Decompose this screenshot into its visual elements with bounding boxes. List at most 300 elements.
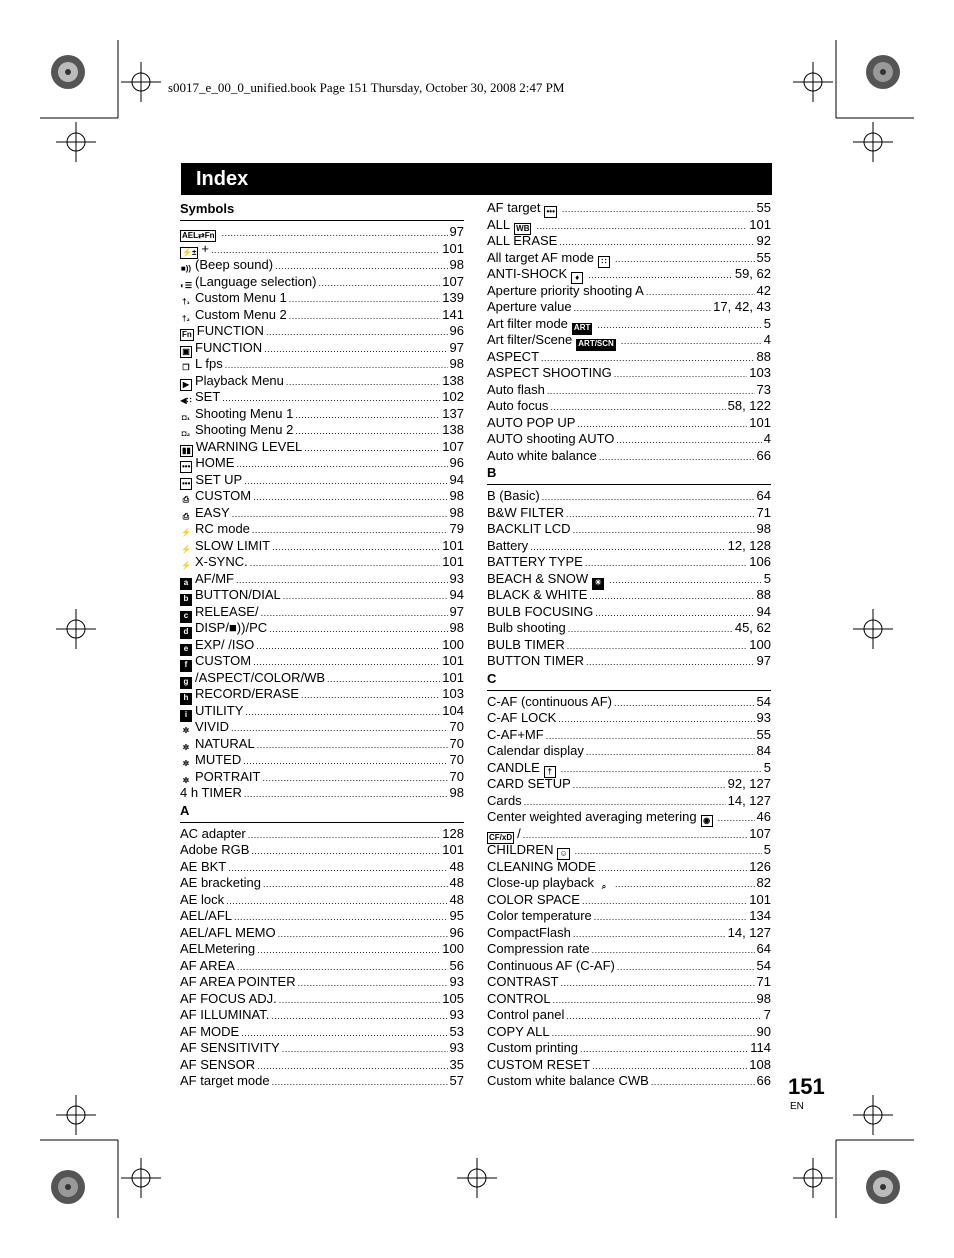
entry-page: 98 bbox=[449, 785, 464, 800]
entry-page: 94 bbox=[449, 471, 464, 487]
leader-dots bbox=[283, 587, 448, 605]
page-language: EN bbox=[790, 1101, 804, 1112]
entry-term bbox=[487, 505, 564, 522]
entry-page: 42 bbox=[756, 282, 771, 298]
entry-page: 128 bbox=[442, 825, 464, 841]
entry-label: SET bbox=[195, 389, 221, 404]
entry-page: 96 bbox=[449, 455, 464, 470]
entry-page: 94 bbox=[756, 603, 771, 619]
entry-term bbox=[487, 382, 545, 399]
entry-label: CUSTOM RESET bbox=[487, 1056, 591, 1072]
leader-dots bbox=[550, 398, 725, 416]
entry-page: 84 bbox=[756, 743, 771, 758]
entry-page: 64 bbox=[756, 488, 771, 503]
leader-dots bbox=[615, 875, 755, 893]
entry-label: (Beep sound) bbox=[195, 257, 274, 272]
leader-dots bbox=[718, 809, 755, 827]
section-heading: Symbols bbox=[180, 201, 235, 216]
entry-label: AF SENSOR bbox=[180, 1056, 256, 1072]
entry-term bbox=[487, 743, 584, 760]
index-entry bbox=[180, 224, 464, 241]
index-entry bbox=[487, 266, 771, 283]
index-entry bbox=[180, 892, 464, 909]
right-column bbox=[487, 200, 771, 1090]
picture-mode-icon: ✲ bbox=[182, 759, 190, 768]
leader-dots bbox=[251, 842, 440, 860]
entry-page: 82 bbox=[756, 875, 771, 890]
index-entry bbox=[487, 842, 771, 859]
leader-dots bbox=[278, 925, 448, 943]
leader-dots bbox=[272, 538, 440, 556]
anti-shock-icon: ♦ bbox=[571, 272, 583, 284]
entry-term bbox=[180, 958, 235, 975]
entry-page: 98 bbox=[449, 257, 464, 272]
entry-label: AF FOCUS ADJ. bbox=[180, 990, 277, 1006]
entry-label: MUTED bbox=[195, 752, 242, 767]
entry-label: ALL ERASE bbox=[487, 233, 558, 248]
entry-page: 100 bbox=[749, 636, 771, 652]
entry-term bbox=[487, 941, 590, 958]
entry-term bbox=[487, 694, 612, 711]
entry-term bbox=[487, 760, 559, 778]
entry-term bbox=[180, 472, 242, 490]
entry-label: AF SENSITIVITY bbox=[180, 1040, 280, 1055]
leader-dots bbox=[289, 290, 441, 308]
entry-page: 55 bbox=[756, 249, 771, 265]
leader-dots bbox=[257, 1057, 447, 1075]
leader-dots bbox=[542, 488, 755, 506]
entry-page: 93 bbox=[449, 974, 464, 989]
leader-dots bbox=[567, 637, 748, 655]
index-entry bbox=[180, 521, 464, 538]
index-entry bbox=[180, 974, 464, 991]
entry-label: + bbox=[201, 240, 209, 256]
index-entry bbox=[487, 974, 771, 991]
leader-dots bbox=[547, 382, 755, 400]
index-entry bbox=[180, 323, 464, 340]
index-entry bbox=[180, 670, 464, 687]
index-entry bbox=[180, 274, 464, 291]
entry-page: 48 bbox=[449, 875, 464, 890]
index-entry bbox=[487, 505, 771, 522]
entry-page: 88 bbox=[756, 348, 771, 364]
leader-dots bbox=[524, 793, 726, 811]
entry-term bbox=[487, 892, 580, 909]
section-rule bbox=[487, 484, 771, 485]
entry-page: 141 bbox=[442, 306, 464, 322]
entry-label: UTILITY bbox=[195, 702, 244, 718]
index-entry bbox=[180, 842, 464, 859]
entry-page: 5 bbox=[763, 842, 771, 857]
print-header: s0017_e_00_0_unified.book Page 151 Thursday, October 30, 2008 2:47 PM bbox=[168, 80, 565, 95]
entry-label: BUTTON TIMER bbox=[487, 653, 585, 668]
leader-dots bbox=[234, 908, 448, 926]
entry-page: 71 bbox=[756, 504, 771, 520]
index-entry bbox=[487, 653, 771, 670]
index-entry bbox=[180, 859, 464, 876]
entry-label: Continuous AF (C-AF) bbox=[487, 957, 615, 973]
entry-page: 92, 127 bbox=[727, 776, 771, 791]
entry-label: AF AREA bbox=[180, 957, 235, 973]
entry-term bbox=[487, 448, 597, 465]
index-entry bbox=[180, 455, 464, 472]
af-target-icon: ••• bbox=[182, 462, 191, 471]
entry-page: 101 bbox=[749, 216, 771, 232]
custom-menu-2-icon: †₂ bbox=[181, 313, 190, 323]
index-entry bbox=[487, 398, 771, 415]
index-entry bbox=[487, 250, 771, 267]
entry-page: 107 bbox=[442, 438, 464, 454]
wb-icon: WB bbox=[516, 223, 530, 233]
leader-dots bbox=[256, 637, 440, 655]
entry-label: Auto white balance bbox=[487, 447, 597, 463]
index-entry bbox=[487, 1040, 771, 1057]
entry-page: 92 bbox=[756, 233, 771, 248]
picture-mode-icon: ✲ bbox=[182, 742, 190, 752]
entry-label: BUTTON/DIAL bbox=[195, 587, 281, 602]
index-entry bbox=[180, 571, 464, 588]
entry-term bbox=[180, 224, 219, 242]
entry-label: Custom Menu 2 bbox=[195, 306, 287, 322]
entry-term bbox=[180, 373, 284, 391]
entry-label: AE lock bbox=[180, 891, 225, 907]
entry-label: X-SYNC. bbox=[195, 554, 248, 569]
entry-term bbox=[487, 991, 551, 1008]
entry-label: AF ILLUMINAT. bbox=[180, 1007, 270, 1022]
flash-icon: ⚡ bbox=[181, 528, 191, 537]
custom-a-icon: a bbox=[180, 578, 192, 590]
leader-dots bbox=[232, 505, 448, 523]
entry-label: Custom white balance CWB bbox=[487, 1073, 649, 1088]
index-entry bbox=[180, 826, 464, 843]
leader-dots bbox=[573, 925, 726, 943]
entry-page: 54 bbox=[756, 693, 771, 709]
leader-dots bbox=[222, 389, 440, 407]
index-entry bbox=[487, 349, 771, 366]
leader-dots bbox=[621, 332, 762, 350]
entry-term bbox=[487, 1040, 578, 1057]
entry-page: 106 bbox=[749, 554, 771, 569]
entry-term bbox=[180, 1024, 239, 1041]
entry-label: BEACH & SNOW bbox=[487, 570, 589, 586]
entry-page: 70 bbox=[449, 735, 464, 751]
index-entry bbox=[487, 488, 771, 505]
entry-label: AELMetering bbox=[180, 941, 256, 956]
entry-term bbox=[487, 398, 548, 415]
entry-page: 101 bbox=[442, 554, 464, 569]
entry-page: 101 bbox=[749, 414, 771, 430]
language-icon: ◐☰ bbox=[180, 280, 193, 290]
entry-term bbox=[487, 266, 586, 284]
entry-label: Aperture priority shooting A bbox=[487, 282, 644, 298]
entry-page: 79 bbox=[449, 521, 464, 536]
entry-label: Close-up playback bbox=[487, 875, 594, 890]
entry-page: 107 bbox=[442, 273, 464, 289]
entry-label: /ASPECT/COLOR/WB bbox=[195, 669, 326, 685]
index-entry bbox=[180, 637, 464, 654]
entry-label: Art filter/Scene bbox=[487, 332, 573, 347]
entry-label: / bbox=[517, 825, 521, 841]
entry-label: Color temperature bbox=[487, 908, 592, 923]
entry-label: AF AREA POINTER bbox=[180, 974, 296, 989]
entry-label: AF target bbox=[487, 200, 541, 215]
leader-dots bbox=[586, 653, 755, 671]
entry-label: SET UP bbox=[195, 471, 243, 487]
index-entry bbox=[487, 365, 771, 382]
custom-d-icon: d bbox=[180, 627, 192, 639]
entry-term bbox=[487, 826, 521, 844]
leader-dots bbox=[598, 859, 747, 877]
entry-term bbox=[180, 1073, 270, 1090]
leader-dots bbox=[561, 760, 762, 778]
leader-dots bbox=[318, 274, 440, 292]
leader-dots bbox=[530, 538, 725, 556]
entry-term bbox=[487, 431, 614, 448]
entry-term bbox=[487, 620, 566, 637]
leader-dots bbox=[263, 875, 448, 893]
entry-page: 45, 62 bbox=[734, 620, 771, 635]
speaker-icon: ■)) bbox=[180, 264, 192, 273]
entry-term bbox=[487, 809, 716, 827]
entry-page: 4 bbox=[763, 332, 771, 347]
entry-label: B&W FILTER bbox=[487, 504, 565, 520]
entry-page: 103 bbox=[442, 686, 464, 701]
entry-page: 57 bbox=[449, 1073, 464, 1088]
index-entry bbox=[487, 571, 771, 588]
entry-label: Control panel bbox=[487, 1007, 565, 1022]
entry-page: 17, 42, 43 bbox=[713, 299, 771, 314]
index-entry bbox=[487, 710, 771, 727]
section-rule bbox=[180, 220, 464, 221]
entry-page: 101 bbox=[442, 653, 464, 668]
candle-icon: † bbox=[544, 766, 556, 778]
art-icon: ART bbox=[572, 323, 592, 335]
entry-term bbox=[180, 859, 226, 876]
entry-term bbox=[180, 991, 277, 1008]
index-entry bbox=[487, 826, 771, 843]
entry-label: ALL bbox=[487, 216, 511, 232]
leader-dots bbox=[594, 908, 748, 926]
print-icon: ⎙ bbox=[182, 511, 190, 521]
entry-page: 12, 128 bbox=[727, 537, 771, 553]
index-entry bbox=[487, 991, 771, 1008]
leader-dots bbox=[257, 736, 448, 754]
entry-label: COPY ALL bbox=[487, 1023, 550, 1039]
beach-snow-icon: ☀ bbox=[592, 578, 604, 590]
leader-dots bbox=[573, 776, 726, 794]
entry-label: NATURAL bbox=[195, 735, 255, 751]
entry-label: AUTO shooting AUTO bbox=[487, 431, 615, 446]
leader-dots bbox=[599, 448, 755, 466]
entry-term bbox=[180, 892, 224, 909]
playback-icon: ▶ bbox=[180, 379, 192, 391]
index-entry bbox=[487, 809, 771, 826]
index-entry bbox=[487, 892, 771, 909]
metering-icon: ◉ bbox=[701, 815, 713, 827]
entry-page: 58, 122 bbox=[727, 398, 771, 413]
entry-page: 103 bbox=[749, 365, 771, 380]
entry-label: RECORD/ERASE bbox=[195, 686, 300, 701]
entry-term bbox=[487, 521, 571, 538]
index-entry bbox=[487, 604, 771, 621]
leader-dots bbox=[298, 974, 448, 992]
leader-dots bbox=[592, 1057, 747, 1075]
leader-dots bbox=[552, 1024, 755, 1042]
entry-label: Calendar display bbox=[487, 743, 584, 758]
index-entry bbox=[487, 554, 771, 571]
leader-dots bbox=[243, 752, 447, 770]
index-entry bbox=[180, 472, 464, 489]
entry-page: 93 bbox=[449, 1040, 464, 1055]
index-entry bbox=[180, 958, 464, 975]
ae-afl-fn-icon: AEL⇄Fn bbox=[182, 231, 215, 240]
entry-label: Shooting Menu 2 bbox=[195, 422, 294, 437]
index-entry bbox=[487, 1024, 771, 1041]
index-entry bbox=[487, 283, 771, 300]
entry-label: BULB FOCUSING bbox=[487, 603, 594, 619]
custom-menu-1-icon: †₁ bbox=[182, 297, 190, 306]
af-target-icon: ••• bbox=[546, 207, 555, 216]
entry-label: HOME bbox=[195, 455, 235, 470]
index-entry bbox=[180, 340, 464, 357]
flash-exposure-icon: ⚡± bbox=[182, 247, 197, 257]
entry-label: Custom Menu 1 bbox=[195, 290, 287, 305]
entry-label: CLEANING MODE bbox=[487, 858, 597, 874]
camera-2-icon: ◘₂ bbox=[181, 429, 191, 438]
index-entry bbox=[180, 991, 464, 1008]
entry-term bbox=[487, 974, 559, 991]
entry-term bbox=[180, 875, 261, 892]
entry-page: 93 bbox=[449, 570, 464, 586]
index-entry bbox=[487, 316, 771, 333]
entry-term bbox=[180, 1057, 255, 1074]
art-scn-icon: ART/SCN bbox=[576, 339, 616, 351]
entry-label: FUNCTION bbox=[195, 339, 263, 355]
leader-dots bbox=[228, 859, 447, 877]
entry-label: Playback Menu bbox=[195, 372, 284, 388]
sequential-icon: ❐ bbox=[182, 363, 190, 372]
left-column bbox=[180, 200, 464, 1090]
leader-dots bbox=[573, 521, 755, 539]
entry-label: Aperture value bbox=[487, 299, 572, 314]
index-entry bbox=[487, 859, 771, 876]
entry-page: 93 bbox=[756, 710, 771, 725]
entry-page: 101 bbox=[749, 891, 771, 907]
leader-dots bbox=[231, 719, 448, 737]
leader-dots bbox=[597, 316, 761, 334]
leader-dots bbox=[523, 826, 748, 844]
entry-term bbox=[180, 785, 242, 802]
index-entry bbox=[487, 415, 771, 432]
index-entry bbox=[180, 1040, 464, 1057]
leader-dots bbox=[609, 571, 762, 589]
entry-page: 71 bbox=[756, 974, 771, 989]
entry-term bbox=[180, 925, 276, 942]
entry-page: 101 bbox=[442, 537, 464, 553]
entry-page: 7 bbox=[763, 1007, 771, 1022]
leader-dots bbox=[289, 307, 441, 325]
index-entry bbox=[180, 1073, 464, 1090]
entry-page: 114 bbox=[750, 1040, 771, 1055]
entry-label: Adobe RGB bbox=[180, 842, 250, 857]
myset-function-icon: ▣ bbox=[180, 346, 192, 358]
index-entry bbox=[180, 769, 464, 786]
entry-term bbox=[487, 859, 596, 876]
entry-term bbox=[487, 1073, 649, 1090]
entry-term bbox=[487, 1007, 564, 1024]
entry-page: 4 bbox=[763, 431, 771, 446]
leader-dots bbox=[558, 710, 754, 728]
entry-label: C-AF+MF bbox=[487, 726, 544, 742]
entry-page: 98 bbox=[756, 521, 771, 536]
entry-label: DISP/■))/PC bbox=[195, 620, 268, 635]
entry-label: B (Basic) bbox=[487, 488, 540, 503]
entry-term bbox=[487, 908, 592, 925]
index-entry bbox=[180, 389, 464, 406]
index-entry bbox=[180, 356, 464, 373]
index-entry bbox=[487, 431, 771, 448]
leader-dots bbox=[221, 224, 447, 242]
custom-g-icon: g bbox=[180, 677, 192, 689]
leader-dots bbox=[561, 974, 755, 992]
index-entry bbox=[180, 653, 464, 670]
entry-term bbox=[487, 1057, 590, 1074]
entry-page: 97 bbox=[449, 603, 464, 619]
index-entry bbox=[180, 736, 464, 753]
af-target-icon: ••• bbox=[182, 478, 191, 488]
entry-page: 90 bbox=[756, 1023, 771, 1039]
entry-page: 101 bbox=[442, 842, 464, 857]
page-title: Index bbox=[181, 163, 772, 195]
entry-page: 97 bbox=[449, 339, 464, 355]
entry-term bbox=[487, 299, 572, 316]
custom-h-icon: h bbox=[180, 693, 192, 705]
index-entry bbox=[180, 1024, 464, 1041]
entry-page: 100 bbox=[442, 941, 464, 956]
entry-term bbox=[487, 349, 539, 366]
leader-dots bbox=[617, 958, 755, 976]
index-entry bbox=[180, 620, 464, 637]
entry-label: CompactFlash bbox=[487, 924, 571, 940]
index-entry bbox=[180, 686, 464, 703]
entry-page: 108 bbox=[749, 1056, 771, 1072]
all-target-icon: ∷ bbox=[598, 256, 610, 268]
entry-page: 5 bbox=[763, 315, 771, 331]
entry-term bbox=[180, 974, 296, 991]
entry-label: ANTI-SHOCK bbox=[487, 266, 568, 281]
index-entry bbox=[487, 233, 771, 250]
index-entry bbox=[180, 587, 464, 604]
entry-label: PORTRAIT bbox=[195, 768, 261, 784]
entry-term bbox=[487, 217, 534, 235]
cf-xd-icon: CF/xD bbox=[489, 832, 513, 842]
entry-label: CHILDREN bbox=[487, 842, 554, 857]
leader-dots bbox=[248, 826, 441, 844]
entry-label: CONTROL bbox=[487, 990, 551, 1006]
leader-dots bbox=[553, 991, 755, 1009]
entry-label: RC mode bbox=[195, 521, 250, 536]
index-entry bbox=[180, 554, 464, 571]
index-entry bbox=[180, 703, 464, 720]
index-entry bbox=[180, 941, 464, 958]
entry-label: SLOW LIMIT bbox=[195, 537, 271, 553]
leader-dots bbox=[582, 892, 747, 910]
leader-dots bbox=[589, 587, 754, 605]
leader-dots bbox=[286, 373, 440, 391]
entry-page: 70 bbox=[449, 719, 464, 734]
entry-page: 14, 127 bbox=[727, 924, 771, 940]
entry-label: 4 h TIMER bbox=[180, 785, 242, 800]
